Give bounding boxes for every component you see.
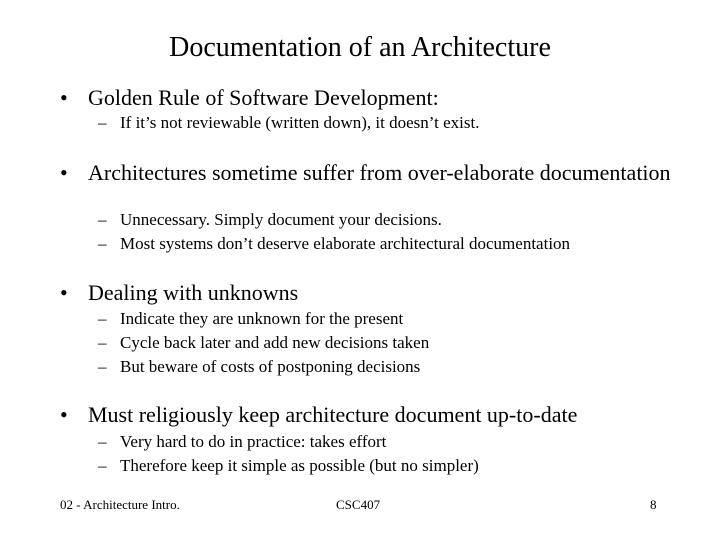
sub-item: [98, 307, 698, 331]
dash-marker: –: [98, 210, 107, 229]
bullet-marker: •: [60, 402, 68, 427]
sub-item-text: Most systems don’t deserve elaborate architectural documentation: [120, 234, 571, 253]
bullet-text: Golden Rule of Software Development:: [88, 85, 439, 110]
sub-item-text: But beware of costs of postponing decisions: [120, 357, 421, 376]
sub-item: [98, 232, 698, 256]
sub-item-text: Cycle back later and add new decisions taken: [120, 333, 430, 352]
bullet-text: Dealing with unknowns: [88, 280, 299, 305]
bullet-text: Architectures sometime suffer from over-elaborate documentation: [88, 160, 671, 185]
sub-item: [98, 355, 698, 379]
bullet-text: Must religiously keep architecture document up-to-date: [88, 402, 578, 427]
sub-item-text: Unnecessary. Simply document your decisions.: [120, 210, 442, 229]
sub-item: [98, 331, 698, 355]
sub-item-text: If it’s not reviewable (written down), it doesn’t exist.: [120, 113, 480, 132]
bullet-golden-rule: [60, 86, 680, 110]
sub-list-up-to-date: [98, 430, 698, 478]
sub-item: [98, 208, 698, 232]
sub-item: [98, 430, 698, 454]
dash-marker: –: [98, 234, 107, 253]
bullet-marker: •: [60, 160, 68, 185]
dash-marker: –: [98, 456, 107, 475]
bullet-marker: •: [60, 85, 68, 110]
footer-course-section: 02 - Architecture Intro.: [60, 497, 180, 512]
sub-item-text: Very hard to do in practice: takes effort: [120, 432, 387, 451]
slide-title: Documentation of an Architecture: [169, 32, 551, 63]
sub-list-unknowns: [98, 307, 698, 379]
bullet-marker: •: [60, 280, 68, 305]
bullet-up-to-date: [60, 403, 680, 427]
sub-item-text: Therefore keep it simple as possible (but no simpler): [120, 456, 479, 475]
sub-item: [98, 111, 698, 135]
dash-marker: –: [98, 309, 107, 328]
sub-list-golden-rule: [98, 111, 698, 135]
footer-page-number: 8: [650, 497, 657, 512]
dash-marker: –: [98, 333, 107, 352]
sub-item-text: Indicate they are unknown for the present: [120, 309, 404, 328]
dash-marker: –: [98, 357, 107, 376]
bullet-over-elaborate: [60, 161, 680, 185]
dash-marker: –: [98, 113, 107, 132]
sub-item: [98, 454, 698, 478]
footer-course-code: CSC407: [336, 497, 381, 512]
bullet-unknowns: [60, 281, 680, 305]
dash-marker: –: [98, 432, 107, 451]
sub-list-over-elaborate: [98, 208, 698, 256]
